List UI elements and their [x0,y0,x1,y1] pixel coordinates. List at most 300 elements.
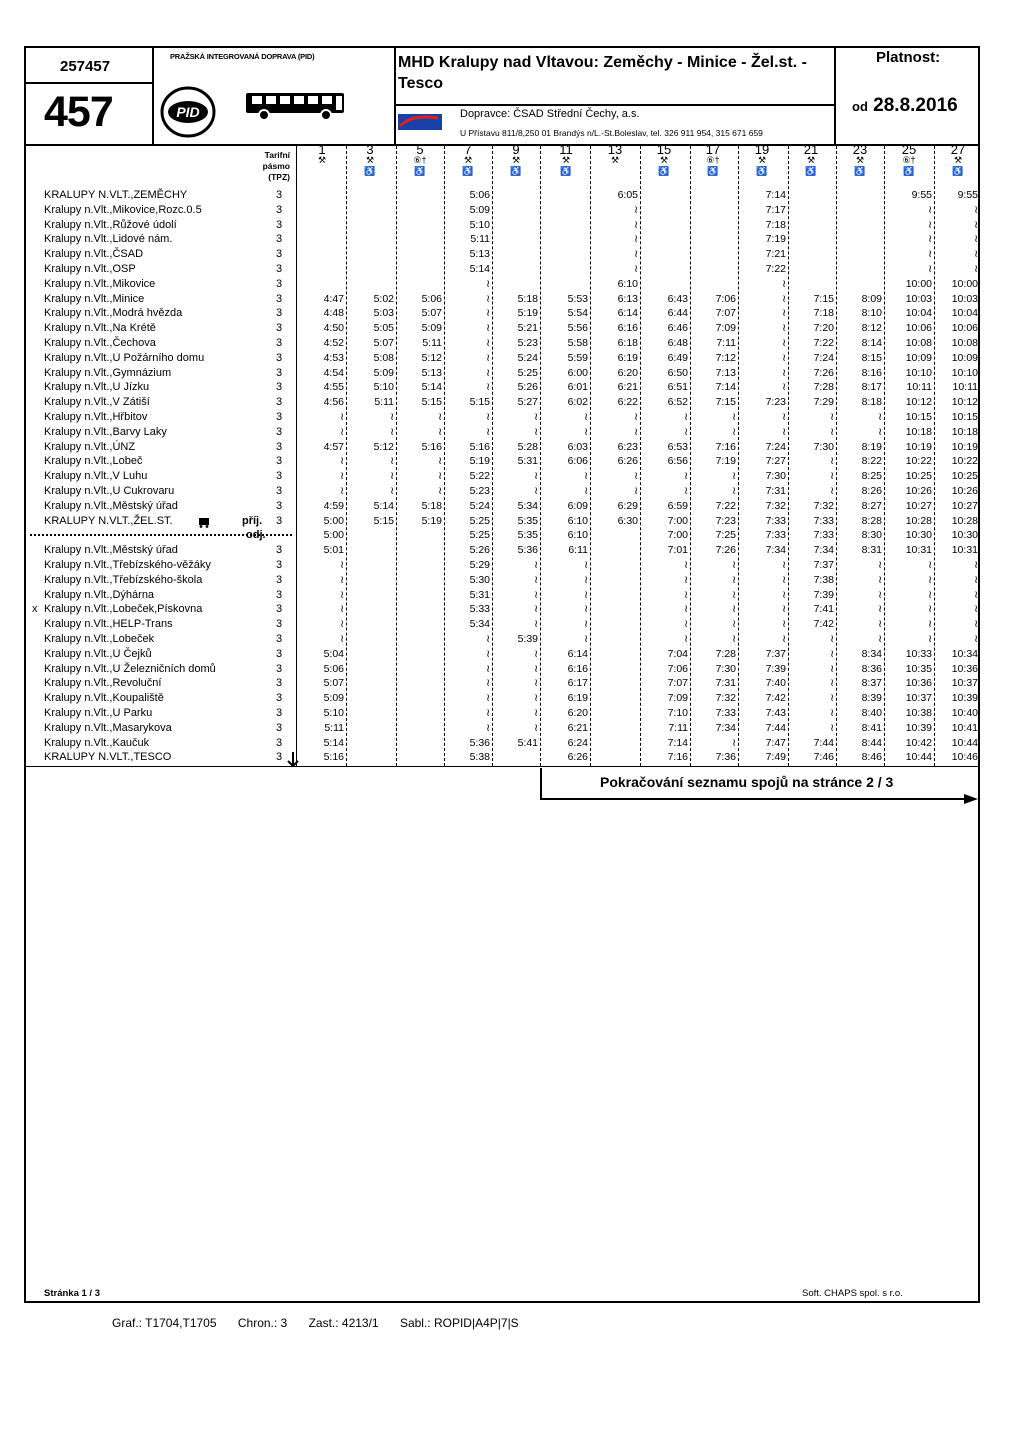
stop-name: Kralupy n.Vlt.,U Čejků [44,647,152,660]
stop-zone: 3 [276,218,283,231]
stop-zone: 3 [276,233,283,246]
departure-time: 5:06 [421,292,442,305]
departure-time: ≀ [830,470,834,483]
sabl-info: Sabl.: ROPID|A4P|7|S [399,1316,519,1330]
trip-number: 11 [559,142,573,157]
stop-name: Kralupy n.Vlt.,Lidové nám. [44,233,173,246]
stop-zone: 3 [276,396,283,409]
stop-zone: 3 [276,707,283,719]
departure-time: 6:10 [567,529,588,542]
departure-time: 5:25 [469,529,490,542]
stop-name: Kralupy n.Vlt.,U Parku [44,707,153,719]
departure-time: ≀ [634,425,638,438]
departure-time: 6:26 [617,455,638,468]
departure-time: 10:30 [951,529,978,542]
departure-time: 5:16 [469,440,490,453]
stop-row [0,367,1000,382]
departure-time: 6:48 [667,337,688,349]
stop-row [0,589,1000,604]
departure-time: ≀ [830,633,834,645]
trip-day-icon: ⚒ [561,155,571,165]
stop-name: Kralupy n.Vlt.,Barvy Laky [44,425,167,438]
stop-name: Kralupy n.Vlt.,Modrá hvězda [44,307,183,320]
departure-time: 6:00 [567,366,588,379]
stop-name: Kralupy n.Vlt.,Třebízského-škola [44,573,203,586]
departure-time: ≀ [684,559,688,571]
departure-time: 7:30 [765,470,786,483]
departure-time: ≀ [974,263,978,275]
departure-time: 5:36 [469,736,490,749]
departure-time: 8:18 [861,396,882,409]
departure-time: ≀ [634,218,638,231]
trip-day-icon: ⚒ [757,155,767,165]
departure-time: ≀ [438,470,442,483]
departure-time: 6:17 [567,677,588,690]
departure-time: ≀ [732,573,736,586]
departure-time: ≀ [584,411,588,423]
continuation-line [540,798,970,800]
departure-time: ≀ [878,573,882,586]
stop-name: Kralupy n.Vlt.,Masarykova [44,721,172,734]
departure-time: ≀ [486,662,490,675]
departure-time: 6:06 [567,455,588,468]
departure-time: 10:06 [905,322,932,335]
stop-name: Kralupy n.Vlt.,Dýhárna [44,588,155,601]
departure-time: 5:24 [469,499,490,512]
departure-time: 6:09 [567,499,588,512]
departure-time: 6:50 [667,366,688,379]
departure-time: ≀ [830,411,834,423]
departure-time: ≀ [732,559,736,571]
departure-time: 10:42 [905,736,932,749]
departure-time: 5:04 [323,647,344,660]
pid-name: PRAŽSKÁ INTEGROVANÁ DOPRAVA (PID) [170,52,315,61]
departure-time: 7:15 [813,292,834,305]
departure-time: 6:22 [617,396,638,409]
departure-time: 10:03 [905,292,932,305]
departure-time: 7:28 [813,381,834,394]
trip-number: 7 [464,142,472,157]
departure-time: ≀ [486,351,490,364]
wheelchair-icon: ♿ [364,166,376,176]
departure-time: ≀ [928,233,932,246]
zast-info: Zast.: 4213/1 [308,1316,379,1330]
departure-time: 5:15 [469,396,490,409]
departure-time: 6:03 [567,440,588,453]
stop-name: KRALUPY N.VLT.,ZEMĚCHY [44,189,188,201]
departure-time: ≀ [782,337,786,349]
departure-time: 10:11 [906,381,932,394]
stop-row [0,677,1000,692]
departure-time: ≀ [684,470,688,483]
departure-time: 5:53 [567,292,588,305]
stop-name: Kralupy n.Vlt.,Lobeček [44,633,155,645]
departure-time: ≀ [928,218,932,231]
departure-time: 6:52 [667,396,688,409]
departure-time: 5:26 [517,381,538,394]
departure-time: ≀ [878,411,882,423]
stop-zone: 3 [276,647,283,660]
departure-time: ≀ [732,618,736,631]
departure-time: 8:19 [861,440,882,453]
departure-time: ≀ [340,470,344,483]
departure-time: 7:33 [813,514,834,527]
stop-row [0,426,1000,441]
departure-time: 6:30 [617,514,638,527]
departure-time: 7:36 [715,751,736,764]
departure-time: 7:15 [715,396,736,409]
departure-time: ≀ [974,218,978,231]
departure-time: 9:55 [911,189,932,201]
departure-time: ≀ [534,647,538,660]
departure-time: 10:22 [905,455,932,468]
departure-time: ≀ [534,470,538,483]
departure-time: ≀ [584,485,588,497]
departure-time: 7:26 [715,544,736,557]
stop-name: Kralupy n.Vlt.,ČSAD [44,248,144,261]
departure-time: 5:11 [470,233,490,246]
departure-time: ≀ [830,425,834,438]
departure-time: 5:34 [517,499,538,512]
departure-time: ≀ [830,662,834,675]
departure-time: 7:24 [765,440,786,453]
wheelchair-icon: ♿ [805,166,817,176]
stop-name: Kralupy n.Vlt.,OSP [44,263,136,275]
page-number: Stránka 1 / 3 [44,1288,100,1299]
stop-zone: 3 [276,751,283,764]
departure-time: 4:52 [323,337,344,349]
departure-time: 7:22 [765,263,786,275]
departure-time: ≀ [684,425,688,438]
trip-number: 17 [705,142,721,157]
departure-time: ≀ [534,573,538,586]
pid-logo-text: PID [176,104,200,120]
departure-time: ≀ [830,485,834,497]
route-title: MHD Kralupy nad Vltavou: Zeměchy - Minice - Žel.st. - Tesco [398,54,807,92]
departure-time: ≀ [878,425,882,438]
departure-time: ≀ [782,277,786,290]
stop-row [0,648,1000,663]
departure-time: ≀ [340,603,344,616]
departure-time: 5:09 [373,366,394,379]
departure-time: 5:59 [567,351,588,364]
stop-zone: 3 [276,381,283,394]
departure-time: ≀ [390,485,394,497]
departure-time: 7:39 [813,588,834,601]
departure-time: ≀ [732,736,736,749]
stop-name: Kralupy n.Vlt.,U Jízku [44,381,150,394]
stop-zone: 3 [276,277,283,290]
departure-time: 7:19 [715,455,736,468]
departure-time: 7:29 [813,396,834,409]
departure-time: 7:30 [813,440,834,453]
departure-time: 7:09 [667,692,688,705]
departure-time: 10:06 [951,322,978,335]
departure-time: 5:10 [373,381,394,394]
departure-time: ≀ [782,603,786,616]
departure-time: ≀ [684,633,688,645]
stop-name: Kralupy n.Vlt.,Lobeček,Pískovna [44,603,203,616]
departure-time: ≀ [340,455,344,468]
departure-time: 5:07 [323,677,344,690]
departure-time: 7:37 [813,559,834,571]
departure-time: 8:22 [861,455,882,468]
departure-time: 5:23 [469,485,490,497]
departure-time: 4:55 [323,381,344,394]
departure-time: ≀ [634,485,638,497]
stop-name: Kralupy n.Vlt.,ÚNZ [44,440,136,453]
chron-info: Chron.: 3 [237,1316,288,1330]
stop-row [0,485,1000,500]
stop-zone: 3 [276,721,283,734]
departure-time: 7:07 [715,307,736,320]
departure-time: 7:06 [667,662,688,675]
trip-day-icon: ⚒ [953,155,963,165]
stop-name: KRALUPY N.VLT.,ŽEL.ST. [44,514,173,527]
departure-time: 7:18 [813,307,834,320]
departure-time: ≀ [534,707,538,719]
departure-time: ≀ [782,322,786,335]
stop-zone: 3 [276,514,283,527]
stop-row [0,633,1000,648]
departure-time: ≀ [830,692,834,705]
departure-time: 6:43 [667,292,688,305]
departure-time: ≀ [974,233,978,246]
departure-time: 5:00 [323,529,344,542]
departure-time: 5:02 [373,292,394,305]
departure-time: ≀ [732,603,736,616]
departure-time: 10:35 [905,662,932,675]
stop-zone: 3 [276,588,283,601]
departure-time: ≀ [974,203,978,216]
stop-zone: 3 [276,263,283,275]
departure-time: 8:37 [861,677,882,690]
departure-time: 8:31 [861,544,882,557]
departure-time: 5:30 [469,573,490,586]
departure-time: 10:11 [952,381,978,394]
departure-time: 5:14 [421,381,442,394]
departure-time: ≀ [974,633,978,645]
departure-time: ≀ [830,707,834,719]
departure-time: ≀ [634,233,638,246]
departure-time: ≀ [684,618,688,631]
departure-time: 6:24 [567,736,588,749]
departure-time: 6:51 [667,381,688,394]
title-divider [394,104,834,106]
departure-time: 7:16 [667,751,688,764]
stop-row [0,278,1000,293]
departure-time: ≀ [584,588,588,601]
departure-time: 7:42 [765,692,786,705]
trip-header-13 [592,144,638,166]
trip-header-11 [543,144,589,177]
stop-row [0,411,1000,426]
departure-time: 7:39 [765,662,786,675]
departure-time: 5:00 [323,514,344,527]
departure-time: ≀ [732,411,736,423]
departure-time: ≀ [928,588,932,601]
departure-time: 5:33 [469,603,490,616]
stop-name: KRALUPY N.VLT.,TESCO [44,751,172,764]
departure-time: 5:18 [517,292,538,305]
departure-time: ≀ [486,322,490,335]
departure-time: 5:15 [373,514,394,527]
stop-name: Kralupy n.Vlt.,Revoluční [44,677,162,690]
departure-time: 10:39 [951,692,978,705]
departure-time: ≀ [782,633,786,645]
departure-time: 5:38 [469,751,490,764]
stop-zone: 3 [276,411,283,423]
trip-day-icon: ⑥† [413,155,427,165]
stop-zone: 3 [276,559,283,571]
departure-time: 5:07 [373,337,394,349]
departure-time: 7:16 [715,440,736,453]
departure-time: 5:01 [323,544,344,557]
stop-row [0,603,1000,618]
departure-time: ≀ [486,381,490,394]
stop-name: Kralupy n.Vlt.,Mikovice,Rozc.0.5 [44,203,202,216]
wheelchair-icon: ♿ [903,166,915,176]
departure-time: ≀ [928,263,932,275]
departure-time: 10:19 [951,440,978,453]
departure-time: 8:10 [861,307,882,320]
departure-time: 10:04 [905,307,932,320]
departure-time: 7:04 [667,647,688,660]
departure-time: 5:08 [373,351,394,364]
departure-time: 10:27 [905,499,932,512]
departure-time: ≀ [878,633,882,645]
stop-zone: 3 [276,633,283,645]
departure-time: 7:25 [715,529,736,542]
departure-time: 8:46 [861,751,882,764]
departure-time: ≀ [634,248,638,261]
departure-time: 7:49 [765,751,786,764]
departure-time: 7:33 [813,529,834,542]
header-divider-2 [394,46,396,144]
departure-time: ≀ [928,618,932,631]
departure-time: 5:10 [469,218,490,231]
departure-time: 10:31 [951,544,978,557]
departure-time: ≀ [486,647,490,660]
trip-header-7 [445,144,491,177]
departure-time: 6:46 [667,322,688,335]
departure-time: 6:16 [567,662,588,675]
departure-time: 7:22 [715,499,736,512]
stop-row [0,322,1000,337]
departure-time: ≀ [486,707,490,719]
departure-time: ≀ [438,425,442,438]
stop-row [0,544,1000,559]
departure-time: 6:20 [617,366,638,379]
departure-time: 10:27 [951,499,978,512]
departure-time: 5:09 [421,322,442,335]
stop-zone: 3 [276,692,283,705]
stop-row [0,751,1000,766]
wheelchair-icon: ♿ [414,166,426,176]
departure-time: ≀ [486,307,490,320]
departure-time: ≀ [340,633,344,645]
departure-time: 6:21 [617,381,638,394]
departure-time: ≀ [534,603,538,616]
departure-time: 6:05 [617,189,638,201]
timetable-code: 257457 [60,58,111,75]
departure-time: 6:10 [567,514,588,527]
departure-time: 8:25 [861,470,882,483]
stop-row [0,293,1000,308]
departure-time: 7:23 [715,514,736,527]
departure-time: ≀ [684,485,688,497]
departure-time: 6:18 [617,337,638,349]
tariff-label-1: Tarifní [264,150,290,160]
stop-name: Kralupy n.Vlt.,HELP-Trans [44,618,173,631]
departure-time: ≀ [534,485,538,497]
departure-time: 5:58 [567,337,588,349]
stop-row [0,263,1000,278]
departure-time: ≀ [684,603,688,616]
stop-row [0,352,1000,367]
departure-time: 5:35 [517,514,538,527]
departure-time: 10:40 [951,707,978,719]
departure-time: 10:26 [951,485,978,497]
departure-time: ≀ [340,411,344,423]
trip-number: 27 [950,142,966,157]
stop-name: Kralupy n.Vlt.,Čechova [44,337,156,349]
departure-time: 5:11 [324,721,344,734]
arrival-departure-label: odj. [246,529,266,542]
departure-time: ≀ [732,470,736,483]
departure-time: 5:21 [517,322,538,335]
departure-time: 10:00 [951,277,978,290]
stop-zone: 3 [276,292,283,305]
departure-time: 10:36 [951,662,978,675]
departure-time: 10:28 [951,514,978,527]
trip-day-icon: ⚒ [610,155,620,165]
validity-label: Platnost: [876,49,941,66]
carrier-address: U Přístavu 811/8,250 01 Brandýs n/L.-St.Boleslav, tel. 326 911 954, 315 671 659 [460,128,763,138]
stop-row [0,618,1000,633]
stop-row [0,396,1000,411]
stop-zone: 3 [276,351,283,364]
departure-time: ≀ [782,588,786,601]
departure-time: 5:29 [469,559,490,571]
departure-time: 5:12 [373,440,394,453]
departure-time: 10:19 [905,440,932,453]
departure-time: 8:44 [861,736,882,749]
trip-day-icon: ⚒ [659,155,669,165]
departure-time: 7:20 [813,322,834,335]
arrival-departure-label: příj. [242,514,263,527]
departure-time: 7:34 [765,544,786,557]
stop-row [0,219,1000,234]
stop-zone: 3 [276,544,283,557]
departure-time: 7:43 [765,707,786,719]
stop-row [0,529,1000,544]
stop-name: Kralupy n.Vlt.,Mikovice [44,277,156,290]
stop-name: Kralupy n.Vlt.,Koupaliště [44,692,164,705]
stop-name: Kralupy n.Vlt.,Městský úřad [44,499,178,512]
stop-name: Kralupy n.Vlt.,Městský úřad [44,544,178,557]
departure-time: ≀ [830,647,834,660]
departure-time: 7:21 [765,248,786,261]
departure-time: 7:14 [667,736,688,749]
departure-time: 7:11 [668,721,688,734]
departure-time: ≀ [974,573,978,586]
departure-time: ≀ [584,633,588,645]
tariff-label-3: (TPZ) [268,172,290,182]
departure-time: 10:18 [951,425,978,438]
stop-name: Kralupy n.Vlt.,U Požárního domu [44,351,205,364]
departure-time: 7:14 [765,189,786,201]
